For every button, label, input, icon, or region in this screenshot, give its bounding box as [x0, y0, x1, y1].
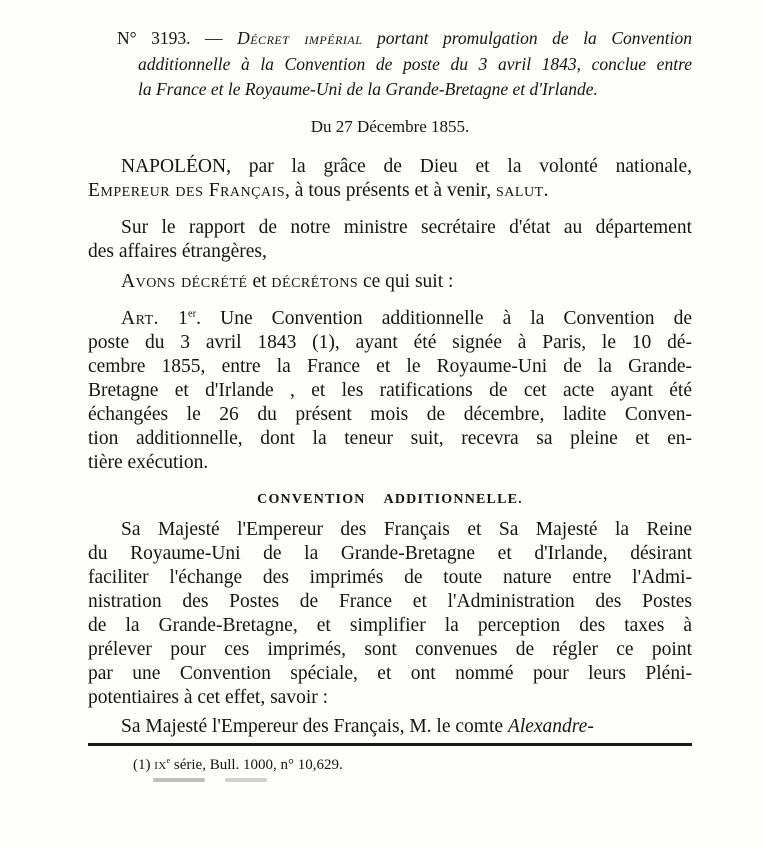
text-line: par une Convention spéciale, et ont nommé pour leurs Pléni- — [88, 662, 692, 684]
text-line: tière exécution. — [88, 451, 209, 473]
name-italic: Alexandre- — [507, 715, 594, 737]
text-line: Sa Majesté l'Empereur des Français et Sa Majesté la Reine — [121, 518, 692, 540]
text-line: tion additionnelle, dont la teneur suit, recevra sa pleine et en- — [88, 427, 692, 449]
text-line: poste du 3 avril 1843 (1), ayant été signée à Paris, le 10 dé- — [88, 331, 692, 353]
decree-header — [117, 26, 693, 103]
decree-title-smallcaps: Décret impérial — [237, 28, 363, 48]
text-line — [88, 307, 692, 331]
date-line: Du 27 Décembre 1855. — [310, 116, 470, 136]
text-line: nistration des Postes de France et l'Administration des Postes — [88, 590, 692, 612]
paragraph-article-1 — [88, 307, 692, 475]
text-line: potentiaires à cet effet, savoir : — [88, 686, 329, 708]
article-label-smallcaps: Art. — [121, 307, 160, 329]
header-line-1 — [117, 26, 692, 52]
page-content — [88, 26, 692, 784]
footnote — [133, 755, 692, 775]
paragraph-rapport — [88, 216, 692, 264]
text-segment: . Une Convention additionnelle à la Convention de — [196, 307, 692, 329]
ordinal-superscript: er — [187, 307, 197, 319]
text-segment: , à tous présents et à venir, — [285, 179, 496, 201]
text-line: prélever pour ces imprimés, sont convenues de régler ce point — [88, 638, 692, 660]
text-line: des affaires étrangères, — [88, 240, 267, 262]
text-segment: et — [247, 270, 272, 292]
text-segment: . — [543, 179, 549, 201]
header-line-2: additionnelle à la Convention de poste du 3 avril 1843, conclue entre — [138, 53, 692, 74]
text-segment: Sa Majesté l'Empereur des Français, M. le comte — [121, 715, 508, 737]
series-superscript: e — [166, 755, 171, 765]
header-line-3: la France et le Royaume-Uni de la Grande-Bretagne et d'Irlande. — [138, 79, 598, 99]
footnote-text: série, Bull. 1000, n° 10,629. — [170, 756, 343, 773]
avons-decrete-smallcaps: Avons décrété — [121, 270, 248, 292]
text-line: Bretagne et d'Irlande , et les ratifications de cet acte ayant été — [88, 379, 692, 401]
text-line: faciliter l'échange des imprimés de toute nature entre l'Admi- — [88, 566, 692, 588]
footnote-separator-rule — [88, 743, 692, 746]
text-line: échangées le 26 du présent mois de décembre, ladite Conven- — [88, 403, 692, 425]
paragraph-majeste — [88, 518, 692, 710]
page-cutoff-marks — [153, 778, 692, 784]
text-segment: ce qui suit : — [358, 270, 454, 292]
article-number: 1 — [159, 307, 188, 329]
decretons-smallcaps: décrétons — [271, 270, 359, 292]
paragraph-napoleon — [88, 155, 692, 203]
salut-smallcaps: salut — [496, 179, 544, 201]
paragraph-decrete — [88, 270, 692, 294]
text-line: Sur le rapport de notre ministre secrétaire d'état au département — [121, 216, 692, 238]
text-line: de la Grande-Bretagne, et simplifier la perception des taxes à — [88, 614, 692, 636]
emperor-smallcaps: Empereur des Français — [88, 179, 286, 201]
text-line — [88, 270, 692, 294]
text-line: NAPOLÉON, par la grâce de Dieu et la volonté nationale, — [121, 155, 692, 177]
text-line: du Royaume-Uni de la Grande-Bretagne et d'Irlande, désirant — [88, 542, 692, 564]
header-line-1-rest: portant promulgation de la Convention — [376, 28, 693, 48]
series-smallcaps: ix — [154, 756, 167, 773]
section-heading: CONVENTION ADDITIONNELLE. — [257, 491, 523, 507]
footnote-ref: (1) — [133, 756, 155, 773]
text-line — [88, 179, 692, 203]
ink-smudge — [153, 778, 205, 782]
text-line: cembre 1855, entre la France et le Royaume-Uni de la Grande- — [88, 355, 692, 377]
text-line — [88, 715, 692, 739]
ink-smudge — [225, 778, 267, 782]
paragraph-comte — [88, 715, 692, 739]
decree-number: N° 3193. — — [117, 28, 223, 48]
